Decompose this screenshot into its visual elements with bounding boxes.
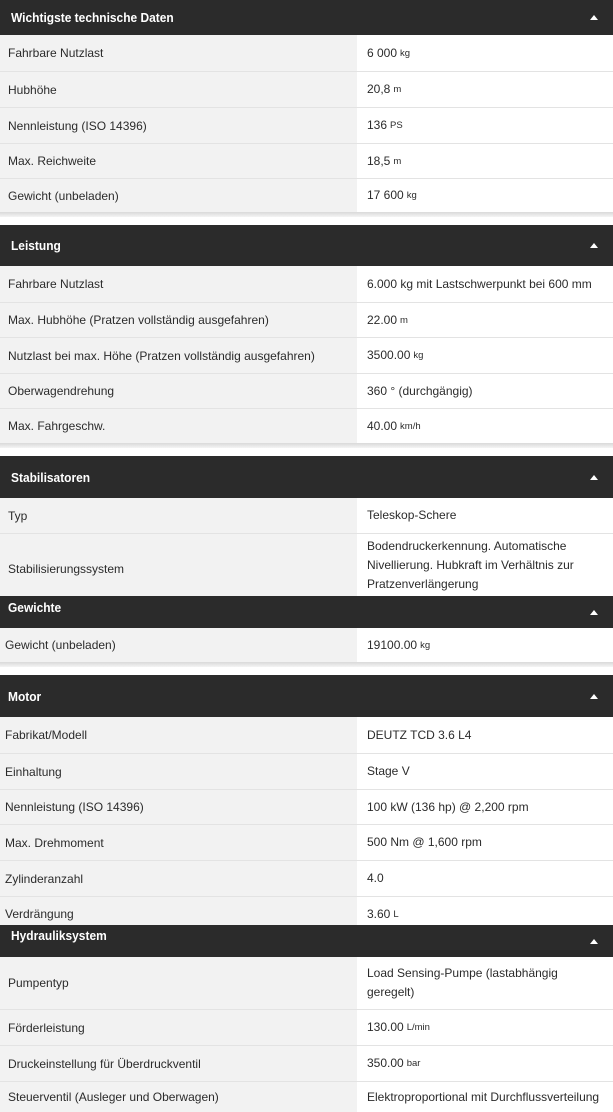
section-title: Gewichte [8, 599, 62, 615]
spec-row [0, 266, 613, 302]
spec-label: Max. Hubhöhe (Pratzen vollständig ausgefahren) [0, 303, 357, 337]
spec-value: 100 kW (136 hp) @ 2,200 rpm [357, 790, 613, 824]
spec-row [0, 534, 613, 596]
spec-value: 500 Nm @ 1,600 rpm [357, 825, 613, 860]
spec-value: 360 ° (durchgängig) [357, 374, 613, 408]
spec-label: Gewicht (unbeladen) [0, 179, 357, 212]
spec-label: Gewicht (unbeladen) [0, 628, 357, 662]
spec-label: Förderleistung [0, 1010, 357, 1045]
spec-label: Stabilisierungssystem [0, 534, 357, 596]
spec-unit: kg [420, 639, 431, 651]
spec-value: 19100.00 kg [357, 628, 613, 662]
chevron-up-icon[interactable] [590, 475, 598, 480]
spec-row [0, 1082, 613, 1112]
spec-label: Pumpentyp [0, 957, 357, 1009]
spec-row [0, 717, 613, 753]
spec-label: Verdrängung [0, 897, 357, 925]
section-shadow [0, 443, 613, 448]
section-title: Stabilisatoren [11, 469, 91, 485]
spec-unit: m [393, 84, 402, 95]
section-title: Hydrauliksystem [11, 927, 107, 943]
spec-row [0, 35, 613, 71]
spec-value: 350.00 bar [357, 1046, 613, 1081]
spec-value: Stage V [357, 754, 613, 789]
spec-row [0, 957, 613, 1009]
section-header-wichtigste[interactable] [0, 0, 613, 35]
chevron-up-icon[interactable] [590, 694, 598, 699]
spec-unit: km/h [400, 420, 421, 432]
spec-label: Typ [0, 498, 357, 533]
spec-row [0, 628, 613, 662]
spec-unit: bar [406, 1058, 421, 1069]
spec-label: Oberwagendrehung [0, 374, 357, 408]
spec-row [0, 409, 613, 443]
spec-value: Load Sensing-Pumpe (lastabhängig geregelt) [357, 957, 613, 1009]
chevron-up-icon[interactable] [590, 610, 598, 615]
spec-label: Druckeinstellung für Überdruckventil [0, 1046, 357, 1081]
spec-value: 17 600 kg [357, 179, 613, 212]
section-header-stabilisatoren[interactable] [0, 456, 613, 498]
spec-label: Max. Fahrgeschw. [0, 409, 357, 443]
spec-value: 136 PS [357, 108, 613, 143]
spec-label: Fahrbare Nutzlast [0, 35, 357, 71]
spec-value: 6 000 kg [357, 35, 613, 71]
spec-value: Teleskop-Schere [357, 498, 613, 533]
spec-value: Elektroproportional mit Durchflussverteilung [357, 1082, 613, 1112]
spec-row [0, 754, 613, 789]
section-header-leistung[interactable] [0, 225, 613, 266]
section-header-hydraulik[interactable] [0, 925, 613, 957]
spec-value: 4.0 [357, 861, 613, 896]
spec-unit: m [400, 314, 408, 326]
spec-row [0, 144, 613, 178]
spec-label: Zylinderanzahl [0, 861, 357, 896]
section-title: Wichtigste technische Daten [11, 10, 174, 25]
chevron-up-icon[interactable] [590, 15, 598, 20]
spec-value: DEUTZ TCD 3.6 L4 [357, 717, 613, 753]
spec-row [0, 1046, 613, 1081]
spec-value: 3500.00 kg [357, 338, 613, 373]
spec-unit: L/min [406, 1022, 430, 1033]
spec-row [0, 861, 613, 896]
section-shadow [0, 662, 613, 667]
section-shadow [0, 212, 613, 217]
spec-row [0, 790, 613, 824]
spec-label: Nennleistung (ISO 14396) [0, 790, 357, 824]
spec-value: Bodendruckerkennung. Automatische Nivellierung. Hubkraft im Verhältnis zur Pratzenverlängerung [357, 534, 613, 596]
section-header-motor[interactable] [0, 675, 613, 717]
spec-unit: kg [413, 350, 424, 361]
spec-row [0, 498, 613, 533]
spec-unit: PS [390, 120, 403, 131]
spec-value: 20,8 m [357, 72, 613, 107]
spec-row [0, 338, 613, 373]
spec-label: Nutzlast bei max. Höhe (Pratzen vollständig ausgefahren) [0, 338, 357, 373]
section-header-gewichte[interactable] [0, 596, 613, 628]
spec-value: 3.60 L [357, 897, 613, 925]
spec-label: Hubhöhe [0, 72, 357, 107]
spec-row [0, 72, 613, 107]
spec-value: 22.00 m [357, 303, 613, 337]
spec-label: Fabrikat/Modell [0, 717, 357, 753]
spec-value: 130.00 L/min [357, 1010, 613, 1045]
spec-label: Nennleistung (ISO 14396) [0, 108, 357, 143]
chevron-up-icon[interactable] [590, 939, 598, 944]
spec-label: Max. Reichweite [0, 144, 357, 178]
spec-value: 40.00 km/h [357, 409, 613, 443]
section-title: Motor [8, 688, 42, 704]
spec-unit: m [393, 155, 402, 167]
spec-unit: L [393, 908, 399, 920]
spec-row [0, 179, 613, 212]
spec-row [0, 303, 613, 337]
chevron-up-icon[interactable] [590, 243, 598, 248]
spec-row [0, 1010, 613, 1045]
spec-row [0, 374, 613, 408]
spec-label: Fahrbare Nutzlast [0, 266, 357, 302]
spec-label: Steuerventil (Ausleger und Oberwagen) [0, 1082, 357, 1112]
section-title: Leistung [11, 238, 61, 253]
spec-label: Max. Drehmoment [0, 825, 357, 860]
spec-unit: kg [400, 47, 411, 59]
spec-unit: kg [406, 190, 417, 201]
spec-row [0, 897, 613, 925]
spec-value: 6.000 kg mit Lastschwerpunkt bei 600 mm [357, 266, 613, 302]
spec-row [0, 825, 613, 860]
spec-value: 18,5 m [357, 144, 613, 178]
spec-label: Einhaltung [0, 754, 357, 789]
spec-row [0, 108, 613, 143]
